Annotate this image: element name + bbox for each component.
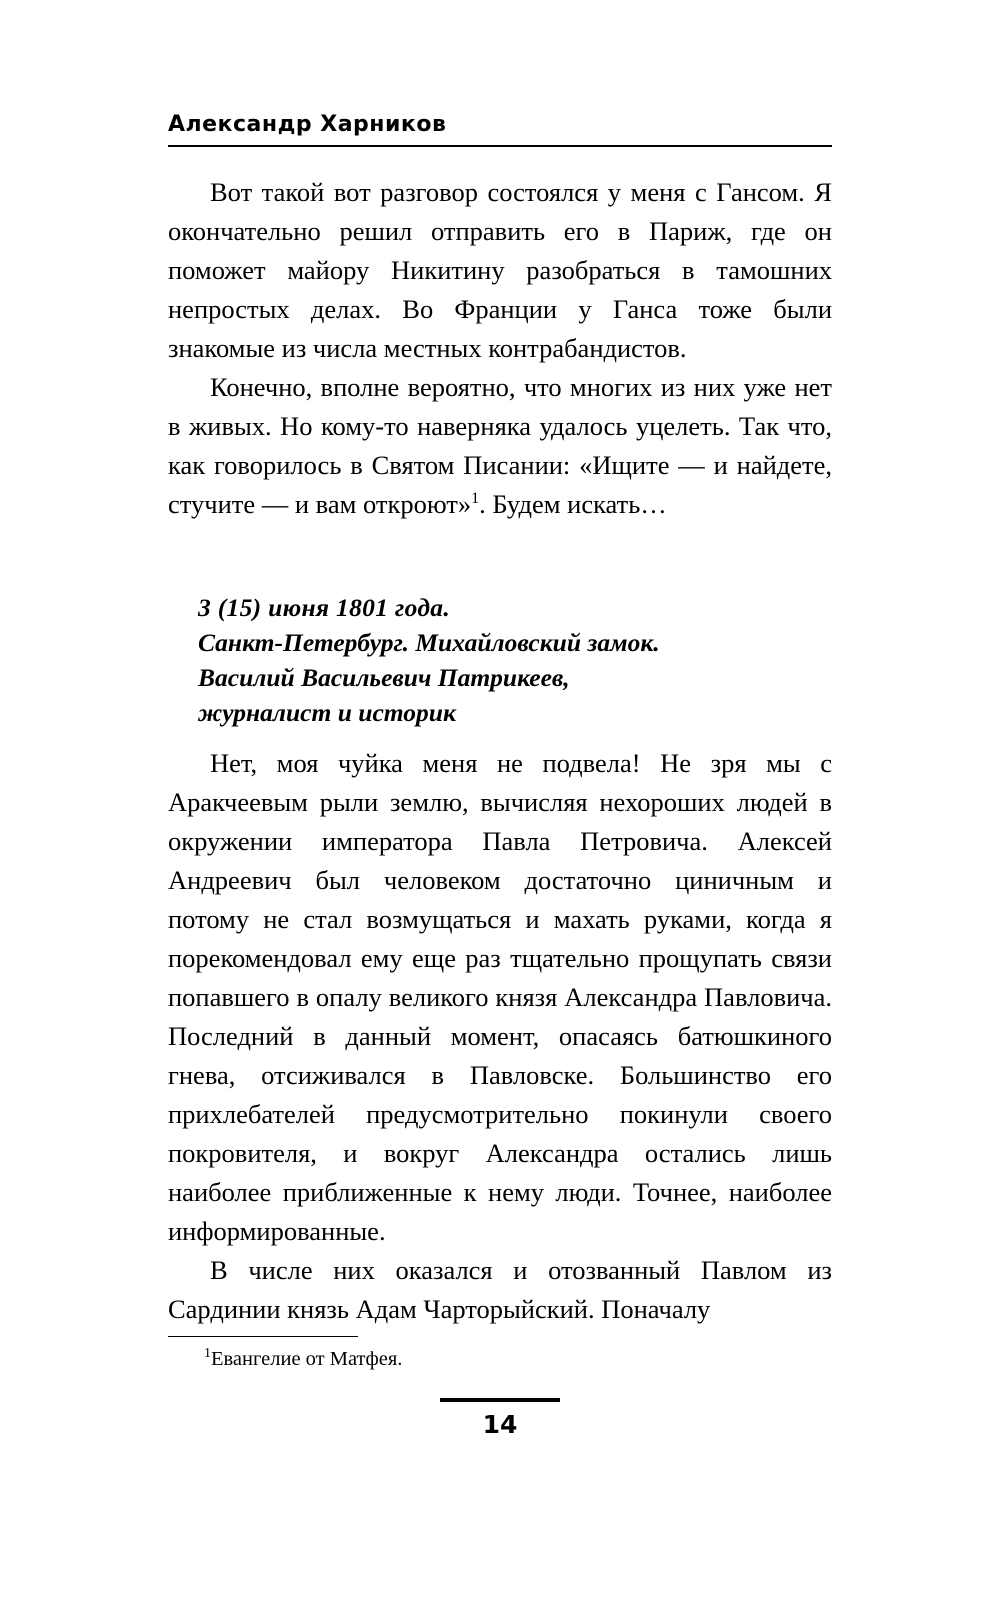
footnote-reference[interactable]: 1	[471, 490, 480, 508]
paragraph-2-tail: . Будем искать…	[479, 489, 667, 519]
section-spacer	[168, 524, 832, 590]
footnote-number: 1	[204, 1346, 211, 1362]
footnote-area	[168, 1336, 832, 1372]
scene-heading-line-1: 3 (15) июня 1801 года.	[198, 593, 451, 622]
folio-area	[0, 1398, 1000, 1439]
footnote-divider	[168, 1336, 358, 1337]
scene-heading-line-4: журналист и историк	[198, 698, 456, 727]
paragraph-1: Вот такой вот разговор состоялся у меня с Гансом. Я окончательно решил отправить его в Париж, где он поможет майору Никитину разобраться в тамошних непростых делах. Во Франции у Ганса тоже были знакомые из числа местных контрабандистов.	[168, 177, 832, 363]
scene-heading	[168, 590, 832, 730]
folio-divider	[440, 1398, 560, 1402]
running-head-author: Александр Харников	[168, 112, 447, 137]
paragraph-2	[168, 368, 832, 524]
scene-paragraph-1: Нет, моя чуйка меня не подвела! Не зря мы с Аракчеевым рыли землю, вычисляя нехороших людей в окружении императора Павла Петровича. Алексей Андреевич был человеком достаточно циничным и потому не стал возмущаться и махать руками, когда я порекомендовал ему еще раз тщательно прощупать связи попавшего в опалу великого князя Александра Павловича. Последний в данный момент, опасаясь батюшкиного гнева, отсиживался в Павловске. Большинство его прихлебателей предусмотрительно покинули своего покровителя, и вокруг Александра остались лишь наиболее приближенные к нему люди. Точнее, наиболее информированные.	[168, 748, 832, 1246]
footnote-text: Евангелие от Матфея.	[211, 1348, 403, 1370]
scene-heading-line-3: Василий Васильевич Патрикеев,	[198, 663, 570, 692]
page-content	[168, 112, 832, 1329]
page-number: 14	[482, 1410, 518, 1439]
scene-paragraph-2: В числе них оказался и отозванный Павлом из Сардинии князь Адам Чарторыйский. Поначалу	[168, 1255, 832, 1324]
scene-heading-line-2: Санкт-Петербург. Михайловский замок.	[198, 628, 660, 657]
header-divider	[168, 145, 832, 147]
paragraph-2-text: Конечно, вполне вероятно, что многих из них уже нет в живых. Но кому-то наверняка удалось уцелеть. Так что, как говорилось в Святом Писании: «Ищите — и найдете, стучите — и вам откроют»	[168, 372, 832, 519]
footnote-entry	[168, 1346, 832, 1372]
